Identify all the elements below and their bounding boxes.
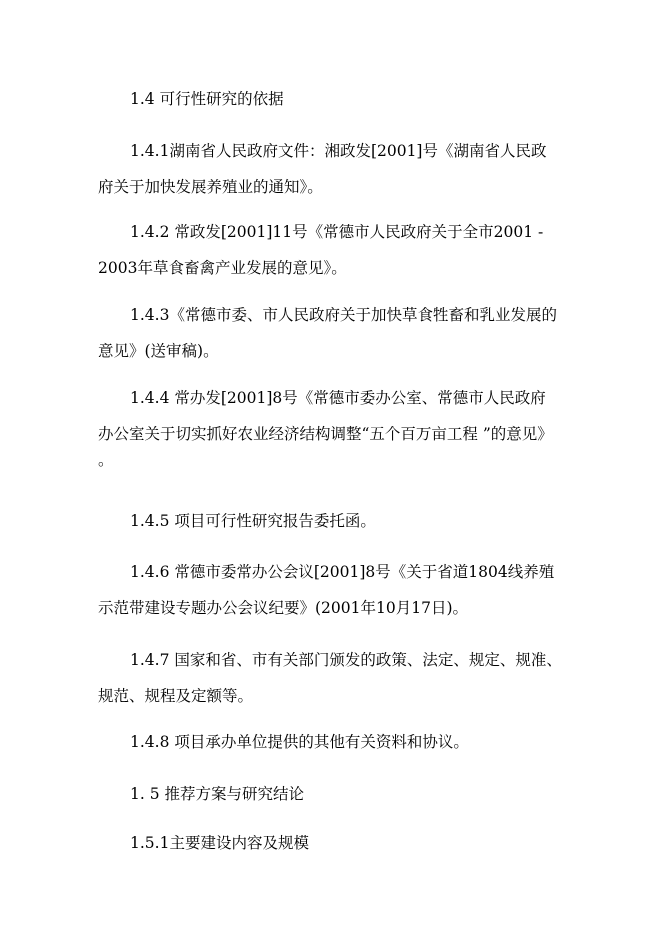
paragraph-1-4-7 [98,651,568,706]
paragraph-line: 1.4.3《常德市委、市人民政府关于加快草食牲畜和乳业发展的 [130,306,557,324]
paragraph-1-4-5 [98,512,568,531]
paragraph-line: 1.4.6 常德市委常办公会议[2001]8号《关于省道1804线养殖 [130,563,555,581]
paragraph-line: 府关于加快发展养殖业的通知》。 [98,178,323,196]
paragraph-line: 规范、规程及定额等。 [98,687,254,705]
paragraph-line: 2003年草食畜禽产业发展的意见》。 [98,259,347,277]
paragraph-line: 1.4.4 常办发[2001]8号《常德市委办公室、常德市人民政府 [130,389,546,407]
paragraph-1-4-6 [98,563,568,618]
paragraph-line: 1.4.5 项目可行性研究报告委托函。 [130,512,376,530]
paragraph-line: 1.4.7 国家和省、市有关部门颁发的政策、法定、规定、规准、 [130,651,562,669]
paragraph-line: 办公室关于切实抓好农业经济结构调整“五个百万亩工程 ”的意见》 [98,425,553,443]
section-heading-1-4 [98,90,568,109]
paragraph-1-4-2 [98,223,568,278]
paragraph-line: 。 [98,451,114,469]
paragraph-line: 示范带建设专题办公会议纪要》(2001年10月17日)。 [98,599,468,617]
paragraph-line: 1.4 可行性研究的依据 [130,90,284,108]
section-heading-1-5 [98,785,568,804]
paragraph-1-4-8 [98,733,568,752]
paragraph-1-4-3 [98,306,568,361]
paragraph-1-4-4 [98,389,568,470]
paragraph-line: 1. 5 推荐方案与研究结论 [130,785,305,803]
paragraph-line: 意见》(送审稿)。 [98,342,219,360]
paragraph-line: 1.4.1湖南省人民政府文件：湘政发[2001]号《湖南省人民政 [130,142,547,160]
paragraph-line: 1.5.1主要建设内容及规模 [130,834,309,852]
subsection-heading-1-5-1 [98,834,568,853]
paragraph-line: 1.4.2 常政发[2001]11号《常德市人民政府关于全市2001 - [130,223,544,241]
paragraph-1-4-1 [98,142,568,197]
paragraph-line: 1.4.8 项目承办单位提供的其他有关资料和协议。 [130,733,469,751]
